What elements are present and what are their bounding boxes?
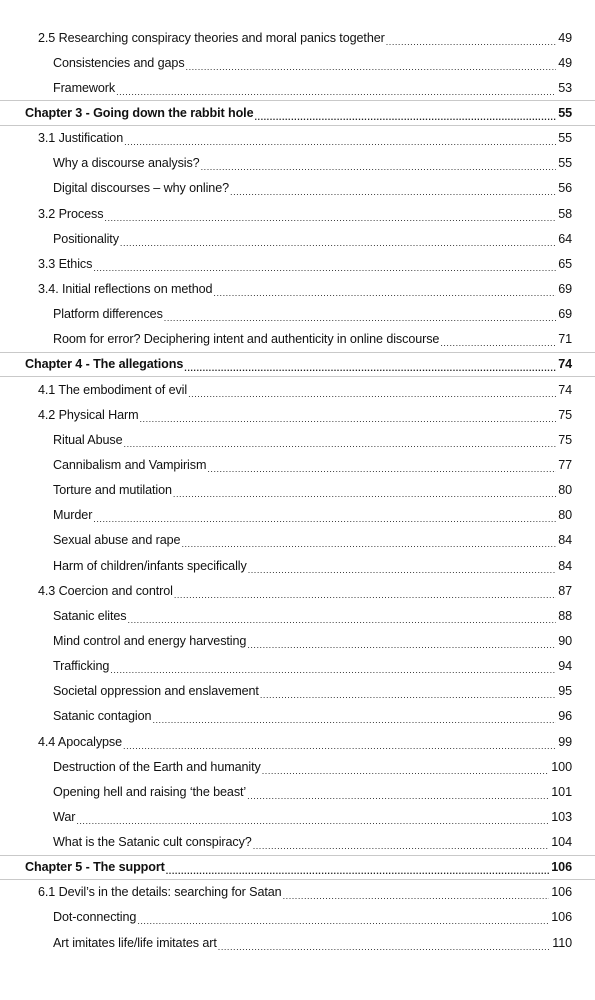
toc-dot-leader — [386, 35, 556, 47]
toc-subsection-entry[interactable] — [0, 830, 595, 855]
toc-chapter-entry[interactable] — [0, 855, 595, 880]
toc-dot-leader — [201, 160, 557, 172]
toc-dot-leader — [116, 85, 556, 97]
toc-subsection-entry[interactable] — [0, 327, 595, 352]
toc-entry-title: Murder — [53, 508, 93, 523]
toc-section-entry[interactable] — [0, 402, 595, 427]
toc-page-number: 75 — [558, 407, 572, 422]
toc-subsection-entry[interactable] — [0, 302, 595, 327]
toc-subsection-entry[interactable] — [0, 427, 595, 452]
toc-entry-title: Digital discourses – why online? — [53, 181, 230, 196]
toc-entry-title: Chapter 3 - Going down the rabbit hole — [25, 105, 254, 120]
toc-subsection-entry[interactable] — [0, 75, 595, 100]
toc-section-entry[interactable] — [0, 276, 595, 301]
toc-page-number: 77 — [558, 457, 572, 472]
toc-entry-title: Room for error? Deciphering intent and authenticity in online discourse — [53, 332, 440, 347]
toc-entry-title: Satanic contagion — [53, 709, 152, 724]
toc-page-number: 94 — [558, 659, 572, 674]
toc-dot-leader — [174, 588, 556, 600]
toc-section-entry[interactable] — [0, 729, 595, 754]
toc-entry-title: 6.1 Devil’s in the details: searching for Satan — [38, 885, 282, 900]
toc-subsection-entry[interactable] — [0, 804, 595, 829]
toc-dot-leader — [247, 789, 549, 801]
toc-dot-leader — [166, 864, 550, 876]
toc-dot-leader — [184, 361, 556, 373]
toc-page-number: 100 — [551, 759, 572, 774]
toc-entry-title: Framework — [53, 80, 116, 95]
toc-section-entry[interactable] — [0, 25, 595, 50]
toc-dot-leader — [230, 185, 556, 197]
toc-page-number: 99 — [558, 734, 572, 749]
toc-entry-title: 4.4 Apocalypse — [38, 734, 123, 749]
toc-page-number: 49 — [558, 30, 572, 45]
toc-entry-title: War — [53, 809, 76, 824]
toc-entry-title: Opening hell and raising ‘the beast’ — [53, 784, 247, 799]
toc-page-number: 110 — [552, 935, 572, 950]
toc-entry-title: Torture and mutilation — [53, 483, 172, 498]
toc-entry-title: 2.5 Researching conspiracy theories and moral panics together — [38, 30, 385, 45]
toc-dot-leader — [164, 311, 556, 323]
toc-entry-title: Ritual Abuse — [53, 432, 123, 447]
toc-dot-leader — [213, 286, 556, 298]
toc-page-number: 106 — [551, 910, 572, 925]
toc-dot-leader — [104, 211, 556, 223]
toc-entry-title: Destruction of the Earth and humanity — [53, 759, 261, 774]
toc-entry-title: Positionality — [53, 231, 119, 246]
toc-page-number: 55 — [558, 131, 572, 146]
toc-entry-title: 3.3 Ethics — [38, 256, 93, 271]
toc-subsection-entry[interactable] — [0, 754, 595, 779]
toc-entry-title: Mind control and energy harvesting — [53, 633, 247, 648]
toc-subsection-entry[interactable] — [0, 603, 595, 628]
toc-subsection-entry[interactable] — [0, 930, 595, 955]
toc-entry-title: Harm of children/infants specifically — [53, 558, 247, 573]
toc-entry-title: 3.4. Initial reflections on method — [38, 281, 213, 296]
toc-page-number: 84 — [558, 533, 572, 548]
toc-section-entry[interactable] — [0, 578, 595, 603]
toc-entry-title: 4.2 Physical Harm — [38, 407, 139, 422]
toc-chapter-entry[interactable] — [0, 352, 595, 377]
toc-entry-title: 3.1 Justification — [38, 131, 124, 146]
toc-page-number: 65 — [558, 256, 572, 271]
toc-page-number: 88 — [558, 608, 572, 623]
toc-page-number: 75 — [558, 432, 572, 447]
toc-dot-leader — [188, 387, 556, 399]
toc-subsection-entry[interactable] — [0, 176, 595, 201]
toc-page-number: 64 — [558, 231, 572, 246]
toc-page-number: 96 — [558, 709, 572, 724]
toc-page-number: 87 — [558, 583, 572, 598]
toc-entry-title: Satanic elites — [53, 608, 127, 623]
toc-dot-leader — [173, 487, 556, 499]
toc-entry-title: Art imitates life/life imitates art — [53, 935, 217, 950]
toc-dot-leader — [260, 688, 556, 700]
table-of-contents — [0, 25, 595, 955]
toc-page-number: 49 — [558, 55, 572, 70]
toc-dot-leader — [123, 739, 556, 751]
toc-subsection-entry[interactable] — [0, 553, 595, 578]
toc-dot-leader — [93, 261, 556, 273]
toc-page-number: 69 — [558, 281, 572, 296]
toc-dot-leader — [124, 135, 556, 147]
toc-page-number: 58 — [558, 206, 572, 221]
toc-section-entry[interactable] — [0, 251, 595, 276]
toc-entry-title: 4.1 The embodiment of evil — [38, 382, 188, 397]
toc-dot-leader — [186, 60, 557, 72]
toc-dot-leader — [93, 512, 556, 524]
toc-dot-leader — [253, 839, 550, 851]
toc-section-entry[interactable] — [0, 126, 595, 151]
toc-entry-title: What is the Satanic cult conspiracy? — [53, 835, 252, 850]
toc-chapter-entry[interactable] — [0, 100, 595, 125]
toc-entry-title: 3.2 Process — [38, 206, 104, 221]
toc-entry-title: Why a discourse analysis? — [53, 156, 200, 171]
toc-entry-title: Trafficking — [53, 659, 110, 674]
toc-section-entry[interactable] — [0, 201, 595, 226]
toc-page-number: 95 — [558, 684, 572, 699]
toc-page-number: 69 — [558, 307, 572, 322]
toc-entry-title: 4.3 Coercion and control — [38, 583, 173, 598]
toc-subsection-entry[interactable] — [0, 50, 595, 75]
toc-subsection-entry[interactable] — [0, 704, 595, 729]
toc-page-number: 56 — [558, 181, 572, 196]
toc-dot-leader — [248, 563, 557, 575]
toc-page-number: 55 — [558, 156, 572, 171]
toc-subsection-entry[interactable] — [0, 503, 595, 528]
toc-entry-title: Consistencies and gaps — [53, 55, 185, 70]
toc-dot-leader — [440, 336, 556, 348]
toc-page-number: 53 — [558, 80, 572, 95]
toc-entry-title: Chapter 5 - The support — [25, 860, 165, 875]
toc-dot-leader — [262, 764, 550, 776]
toc-subsection-entry[interactable] — [0, 654, 595, 679]
toc-subsection-entry[interactable] — [0, 151, 595, 176]
toc-page-number: 103 — [551, 809, 572, 824]
toc-page-number: 74 — [558, 382, 572, 397]
toc-dot-leader — [128, 613, 557, 625]
toc-entry-title: Cannibalism and Vampirism — [53, 457, 207, 472]
toc-dot-leader — [124, 437, 557, 449]
toc-dot-leader — [137, 914, 549, 926]
toc-subsection-entry[interactable] — [0, 452, 595, 477]
toc-page-number: 90 — [558, 633, 572, 648]
toc-subsection-entry[interactable] — [0, 679, 595, 704]
toc-dot-leader — [254, 110, 556, 122]
toc-page-number: 104 — [551, 835, 572, 850]
toc-entry-title: Sexual abuse and rape — [53, 533, 181, 548]
toc-entry-title: Societal oppression and enslavement — [53, 684, 259, 699]
toc-page-number: 71 — [558, 332, 572, 347]
toc-dot-leader — [207, 462, 556, 474]
toc-entry-title: Chapter 4 - The allegations — [25, 357, 184, 372]
toc-entry-title: Platform differences — [53, 307, 163, 322]
toc-subsection-entry[interactable] — [0, 628, 595, 653]
toc-page-number: 55 — [558, 105, 572, 120]
toc-dot-leader — [120, 236, 556, 248]
toc-entry-title: Dot-connecting — [53, 910, 137, 925]
toc-section-entry[interactable] — [0, 880, 595, 905]
toc-subsection-entry[interactable] — [0, 905, 595, 930]
toc-page-number: 106 — [551, 885, 572, 900]
toc-page-number: 84 — [558, 558, 572, 573]
toc-dot-leader — [152, 713, 556, 725]
toc-dot-leader — [181, 537, 556, 549]
toc-subsection-entry[interactable] — [0, 528, 595, 553]
toc-dot-leader — [110, 663, 556, 675]
toc-dot-leader — [283, 889, 550, 901]
toc-subsection-entry[interactable] — [0, 478, 595, 503]
toc-page-number: 80 — [558, 508, 572, 523]
toc-page-number: 101 — [551, 784, 572, 799]
toc-page-number: 106 — [551, 860, 572, 875]
toc-dot-leader — [218, 940, 550, 952]
toc-dot-leader — [247, 638, 556, 650]
toc-section-entry[interactable] — [0, 377, 595, 402]
toc-page-number: 80 — [558, 483, 572, 498]
toc-subsection-entry[interactable] — [0, 779, 595, 804]
toc-page-number: 74 — [558, 357, 572, 372]
toc-dot-leader — [76, 814, 549, 826]
toc-subsection-entry[interactable] — [0, 226, 595, 251]
toc-dot-leader — [139, 412, 556, 424]
